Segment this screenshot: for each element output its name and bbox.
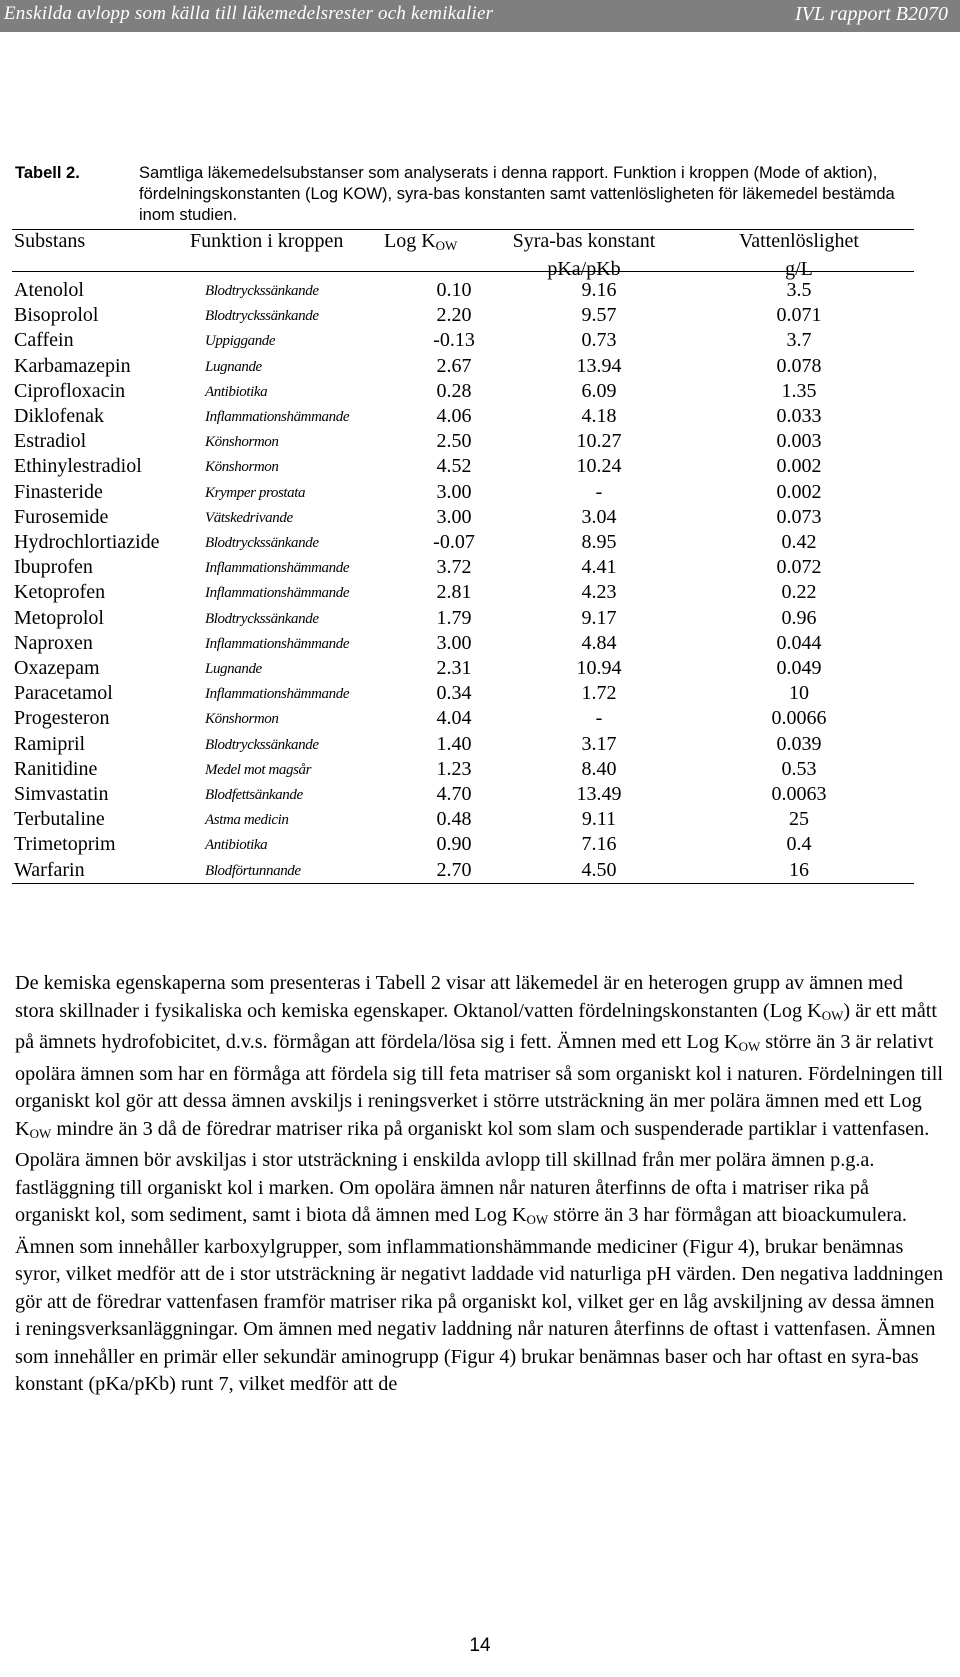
logkow-cell: 1.79 (436, 606, 472, 629)
logkow-cell: 4.70 (436, 783, 472, 805)
function-cell: Blodtryckssänkande (205, 736, 319, 753)
pka-cell: 6.09 (581, 379, 617, 402)
function-cell: Könshormon (205, 711, 279, 728)
substance-name: Hydrochlortiazide (14, 531, 160, 553)
substance-name: Warfarin (14, 858, 85, 881)
table-row (12, 378, 914, 405)
function-cell: Blodtryckssänkande (205, 283, 319, 299)
substance-name: Simvastatin (14, 783, 109, 805)
logkow-cell: 2.31 (436, 657, 472, 679)
solubility-cell: 25 (789, 808, 809, 831)
logkow-cell: -0.13 (433, 329, 475, 352)
table-row (12, 428, 914, 455)
substance-name: Ramipril (14, 732, 86, 755)
table-row (12, 756, 914, 783)
solubility-cell: 3.5 (786, 279, 812, 301)
logkow-cell: 1.40 (436, 732, 472, 755)
table-row (12, 453, 914, 480)
table-row (12, 353, 914, 380)
substance-name: Ciprofloxacin (14, 379, 126, 402)
logkow-cell: 0.90 (436, 833, 472, 856)
function-cell: Medel mot magsår (205, 761, 312, 778)
function-cell: Inflammationshämmande (205, 635, 350, 652)
pka-cell: 4.18 (581, 405, 617, 427)
solubility-cell: 0.22 (781, 581, 817, 604)
header-pka (494, 227, 674, 283)
pka-cell: 4.23 (581, 581, 617, 604)
table-row (12, 403, 914, 430)
solubility-cell: 0.4 (786, 833, 812, 856)
substance-name: Ibuprofen (14, 556, 93, 579)
pka-cell: 9.11 (581, 808, 617, 831)
substance-name: Finasteride (14, 480, 103, 503)
header-solubility-line2: g/L (785, 258, 813, 280)
solubility-cell: 0.072 (776, 556, 822, 579)
header-substance: Substans (14, 230, 86, 252)
solubility-cell: 1.35 (781, 379, 817, 402)
function-cell: Blodtryckssänkande (205, 535, 319, 551)
pka-cell: 8.40 (581, 757, 617, 780)
logkow-cell: 2.50 (436, 430, 472, 453)
logkow-cell: 2.70 (436, 858, 472, 881)
table-row (12, 554, 914, 581)
solubility-cell: 0.039 (776, 732, 822, 755)
caption-text: Samtliga läkemedelsubstanser som analyserats i denna rapport. Funktion i kroppen (Mode of aktion), fördelningskonstanten (Log KOW), syra-bas konstanten samt vattenlösligheten för läkemedel bestämda inom studien. (139, 164, 895, 224)
kow-subscript: OW (821, 1007, 844, 1023)
kow-subscript: OW (29, 1125, 52, 1141)
pka-cell: 9.57 (581, 304, 617, 327)
p1-part-4: mindre än 3 då de föredrar matriser rika på organiskt kol som slam och suspenderade partiklar i vattenfasen. Opolära ämnen bör avskiljas i stor utsträckning i enskilda avlopp till skillnad från mer polära ämnen p.g.a. fastläggning till organiskt kol i marken. Om opolära ämnen når naturen återfinns de ofta i matriser rika på organiskt kol, som sediment, samt i biota då ämnen med Log K (15, 1117, 930, 1226)
pka-cell: 10.27 (576, 430, 622, 453)
substance-name: Diklofenak (14, 405, 104, 427)
function-cell: Blodtryckssänkande (205, 610, 319, 627)
logkow-cell: 3.00 (436, 480, 472, 503)
table-row (12, 705, 914, 732)
table-row (12, 655, 914, 682)
solubility-cell: 0.0066 (771, 707, 827, 730)
page-header (0, 0, 960, 32)
logkow-cell: 0.48 (436, 808, 472, 831)
table-row (12, 579, 914, 606)
pka-cell: 10.24 (576, 455, 622, 478)
p1-part-1: De kemiska egenskaperna som presenteras i Tabell 2 visar att läkemedel är en heterogen grupp av ämnen med stora skillnader i fysikaliska och kemiska egenskaper. Oktanol/vatten fördelningskonstanten (Log K (15, 972, 903, 1022)
substance-name: Oxazepam (14, 657, 100, 679)
function-cell: Uppiggande (205, 333, 276, 350)
table-row (12, 479, 914, 506)
function-cell: Blodtryckssänkande (205, 308, 319, 325)
header-solubility (704, 227, 894, 283)
solubility-cell: 3.7 (786, 329, 812, 352)
solubility-cell: 0.071 (776, 304, 822, 327)
header-logkow-main: Log K (384, 230, 436, 252)
logkow-cell: 1.23 (436, 757, 472, 780)
table-row (12, 302, 914, 329)
logkow-cell: 3.00 (436, 631, 472, 654)
solubility-cell: 0.044 (776, 631, 822, 654)
header-pka-line2: pKa/pKb (547, 258, 621, 280)
function-cell: Inflammationshämmande (205, 409, 350, 425)
function-cell: Lugnande (205, 661, 262, 677)
solubility-cell: 0.002 (776, 480, 822, 503)
header-logkow-sub: OW (435, 238, 458, 253)
report-number: IVL rapport B2070 (795, 3, 948, 25)
logkow-cell: -0.07 (433, 531, 475, 553)
pka-cell: 13.49 (576, 783, 622, 805)
solubility-cell: 16 (789, 858, 809, 881)
solubility-cell: 0.003 (776, 430, 822, 453)
pka-cell: - (595, 707, 603, 730)
table-row (12, 857, 914, 884)
paragraph-2: Ämnen som innehåller karboxylgrupper, som inflammationshämmande mediciner (Figur 4), brukar benämnas syror, vilket medför att de i stor utsträckning är negativt laddade vid naturliga pH värden. Den negativa laddningen gör att de föredrar vattenfasen framför matriser rika på organiskt kol, vilket ger en låg avskiljning av dessa ämnen i reningsverksanläggningar. Om ämnen med negativ laddning når naturen återfinns de oftast i vattenfasen. Ämnen som innehåller en primär eller sekundär aminogrupp (Figur 4) brukar benämnas baser och har oftast en syra-bas konstant (pKa/pKb) runt 7, vilket medför att de (15, 1235, 944, 1395)
logkow-cell: 0.34 (436, 682, 472, 705)
pka-cell: 4.41 (581, 556, 617, 579)
substance-name: Bisoprolol (14, 304, 99, 327)
header-title: Enskilda avlopp som källa till läkemedelsrester och kemikalier (4, 3, 494, 24)
kow-subscript: OW (526, 1212, 549, 1227)
pka-cell: 4.50 (581, 858, 617, 881)
table-row (12, 630, 914, 657)
function-cell: Könshormon (205, 434, 279, 451)
pka-cell: 0.73 (581, 329, 617, 352)
header-function: Funktion i kroppen (190, 230, 344, 252)
function-cell: Krymper prostata (205, 484, 306, 501)
substance-name: Furosemide (14, 505, 109, 528)
table-bottom-rule (12, 883, 914, 884)
substance-name: Caffein (14, 329, 74, 352)
pka-cell: 10.94 (576, 657, 622, 679)
substance-name: Trimetoprim (14, 833, 116, 856)
function-cell: Inflammationshämmande (205, 560, 350, 577)
substance-name: Karbamazepin (14, 354, 131, 377)
table-row (12, 529, 914, 556)
table-row (12, 680, 914, 707)
function-cell: Antibiotika (205, 837, 268, 854)
logkow-cell: 4.52 (436, 455, 472, 478)
table-row (12, 731, 914, 758)
substance-name: Naproxen (14, 631, 93, 654)
table-row (12, 504, 914, 531)
solubility-cell: 0.078 (776, 354, 822, 377)
substance-name: Progesteron (14, 707, 110, 730)
pka-cell: 3.04 (581, 505, 617, 528)
header-logkow (384, 227, 457, 260)
table-row (12, 605, 914, 632)
function-cell: Antibiotika (205, 383, 268, 400)
substance-name: Metoprolol (14, 606, 104, 629)
pka-cell: 9.17 (581, 606, 617, 629)
p1-part-2: ) är ett mått på ämnets hydrofobicitet, d.v.s. förmågan att fördela/lösa sig i fett. Ämnen med ett Log K (15, 999, 938, 1053)
solubility-cell: 0.53 (781, 757, 817, 780)
function-cell: Astma medicin (205, 812, 289, 829)
substance-name: Atenolol (14, 279, 84, 301)
logkow-cell: 4.06 (436, 405, 472, 427)
table-row (12, 806, 914, 833)
logkow-cell: 2.81 (436, 581, 472, 604)
table-header-rule (12, 271, 914, 272)
p1-part-5: större än 3 har förmågan att bioackumulera. (548, 1204, 907, 1226)
substance-name: Ketoprofen (14, 581, 106, 604)
solubility-cell: 0.033 (776, 405, 822, 427)
logkow-cell: 0.28 (436, 379, 472, 402)
pka-cell: 1.72 (581, 682, 617, 705)
pka-cell: 7.16 (581, 833, 617, 856)
pka-cell: - (595, 480, 603, 503)
table-row (12, 327, 914, 354)
substance-name: Ranitidine (14, 757, 98, 780)
caption-label: Tabell 2. (15, 164, 80, 182)
logkow-cell: 4.04 (436, 707, 472, 730)
solubility-cell: 10 (789, 682, 809, 705)
paragraph-1 (15, 970, 945, 1234)
function-cell: Könshormon (205, 459, 279, 476)
solubility-cell: 0.049 (776, 657, 822, 679)
kow-subscript: OW (738, 1039, 761, 1054)
pka-cell: 4.84 (581, 631, 617, 654)
pka-cell: 3.17 (581, 732, 617, 755)
substance-name: Estradiol (14, 430, 87, 453)
solubility-cell: 0.073 (776, 505, 822, 528)
page-number: 14 (469, 1635, 491, 1656)
logkow-cell: 2.67 (436, 354, 472, 377)
substance-name: Paracetamol (14, 682, 113, 705)
header-solubility-line1: Vattenlöslighet (739, 230, 859, 252)
table-row (12, 831, 914, 858)
function-cell: Inflammationshämmande (205, 686, 350, 703)
function-cell: Vätskedrivande (205, 509, 293, 526)
p1-part-3: större än 3 är relativt opolära ämnen som har en förmåga att fördela sig till feta matriser så som organiskt kol i naturen. Fördelningen till organiskt kol gör att dessa ämnen avskiljs i reningsverket i större utsträckning än mer polära ämnen med ett Log K (15, 1031, 944, 1140)
solubility-cell: 0.0063 (771, 783, 827, 805)
function-cell: Inflammationshämmande (205, 585, 350, 602)
logkow-cell: 0.10 (436, 279, 472, 301)
solubility-cell: 0.96 (781, 606, 817, 629)
logkow-cell: 3.72 (436, 556, 472, 579)
solubility-cell: 0.002 (776, 455, 822, 478)
pka-cell: 8.95 (581, 531, 617, 553)
solubility-cell: 0.42 (781, 531, 817, 553)
pka-cell: 13.94 (576, 354, 622, 377)
function-cell: Blodförtunnande (205, 862, 301, 879)
function-cell: Lugnande (205, 358, 262, 375)
table-row (12, 781, 914, 808)
table-row (12, 277, 914, 304)
body-text (15, 970, 945, 1399)
substance-name: Terbutaline (14, 808, 105, 831)
header-pka-line1: Syra-bas konstant (512, 230, 656, 252)
logkow-cell: 3.00 (436, 505, 472, 528)
substance-name: Ethinylestradiol (14, 455, 142, 478)
pka-cell: 9.16 (581, 279, 617, 301)
function-cell: Blodfettsänkande (205, 787, 303, 803)
logkow-cell: 2.20 (436, 304, 472, 327)
